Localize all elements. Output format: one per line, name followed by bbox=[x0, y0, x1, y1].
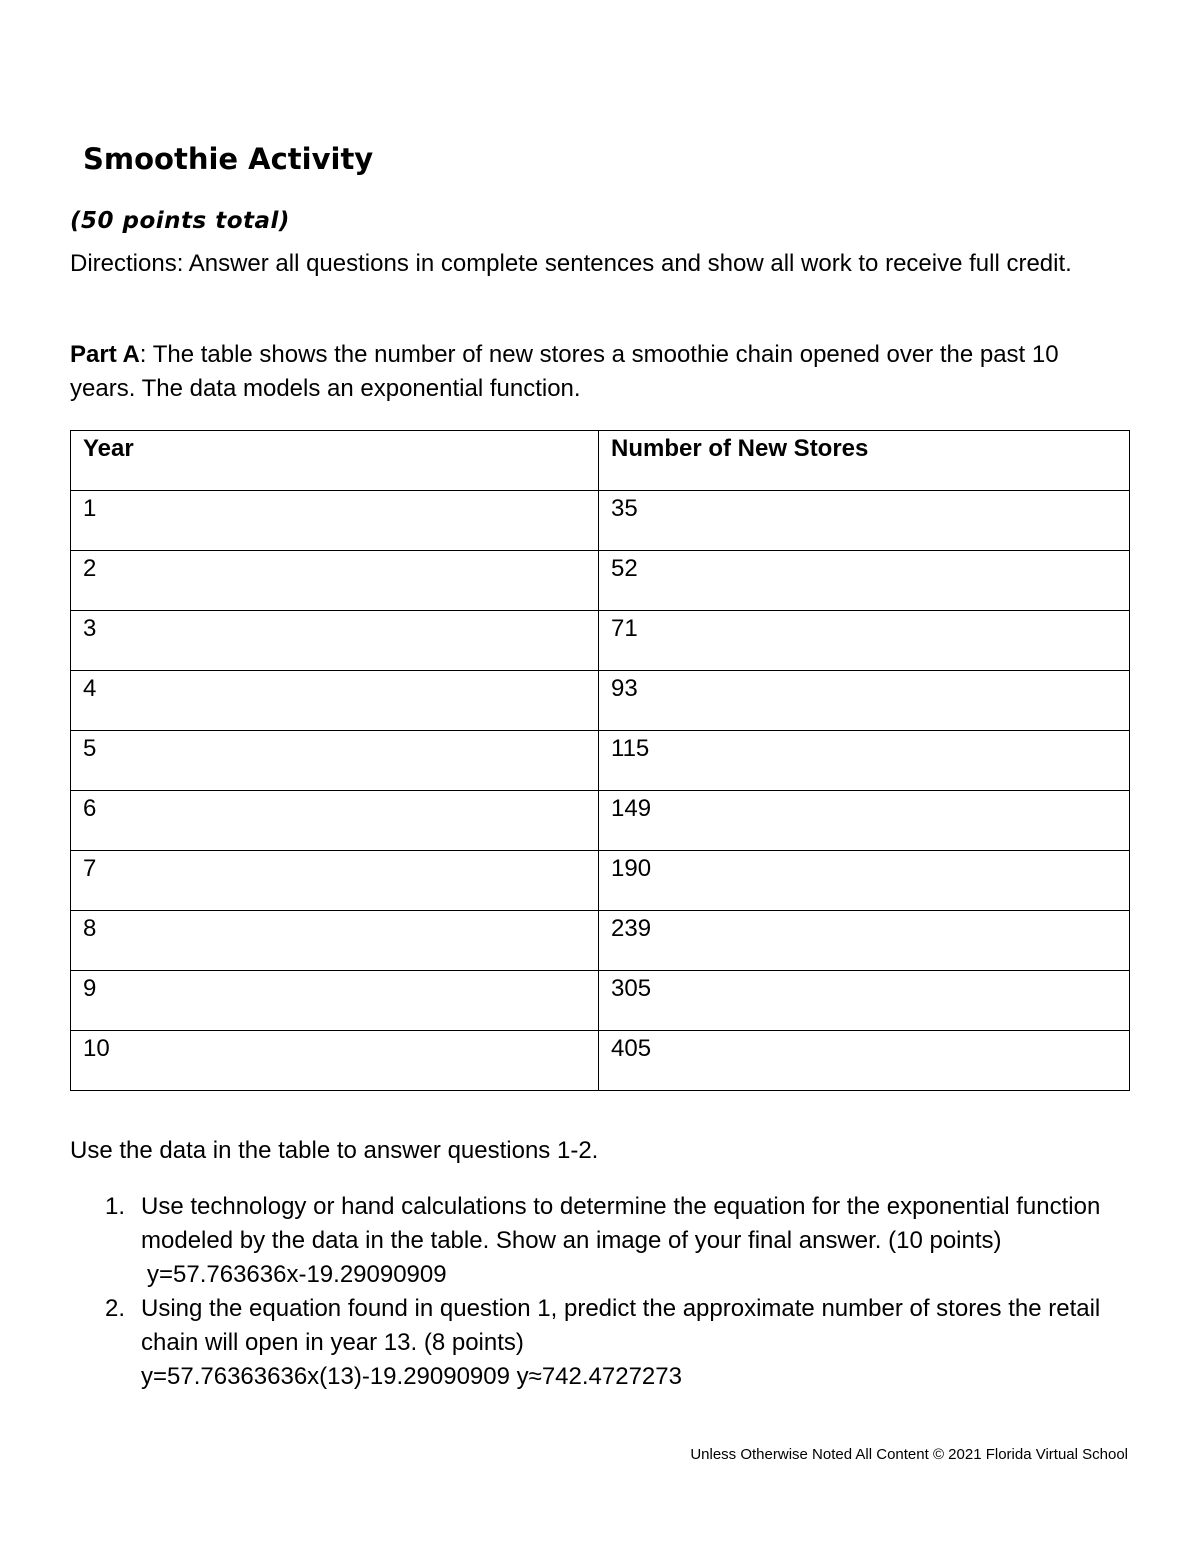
table-row bbox=[71, 851, 1130, 911]
answer-text: y=57.763636x-19.29090909 bbox=[147, 1261, 447, 1288]
year-cell: 5 bbox=[71, 731, 599, 791]
part-a-label: Part A bbox=[70, 341, 140, 368]
table-row bbox=[71, 731, 1130, 791]
question-item bbox=[70, 1190, 1150, 1292]
year-cell: 7 bbox=[71, 851, 599, 911]
table-header-row bbox=[71, 431, 1130, 491]
stores-cell: 190 bbox=[599, 851, 1130, 911]
table-row bbox=[71, 551, 1130, 611]
stores-cell: 239 bbox=[599, 911, 1130, 971]
stores-cell: 149 bbox=[599, 791, 1130, 851]
year-cell: 10 bbox=[71, 1031, 599, 1091]
year-cell: 1 bbox=[71, 491, 599, 551]
question-text: Use technology or hand calculations to determine the equation for the exponential function modeled by the data in the table. Show an image of your final answer. (10 points) bbox=[141, 1193, 1101, 1254]
question-number: 1. bbox=[105, 1193, 126, 1220]
stores-cell: 305 bbox=[599, 971, 1130, 1031]
year-cell: 8 bbox=[71, 911, 599, 971]
table-row bbox=[71, 1031, 1130, 1091]
directions-text: Directions: Answer all questions in complete sentences and show all work to receive full credit. bbox=[70, 250, 1072, 277]
stores-cell: 93 bbox=[599, 671, 1130, 731]
year-cell: 2 bbox=[71, 551, 599, 611]
points-total: (50 points total) bbox=[70, 208, 290, 234]
question-item bbox=[70, 1292, 1150, 1394]
table-row bbox=[71, 491, 1130, 551]
use-data-instruction: Use the data in the table to answer questions 1-2. bbox=[70, 1137, 599, 1164]
stores-cell: 115 bbox=[599, 731, 1130, 791]
answer-text: y=57.76363636x(13)-19.29090909 y≈742.4727273 bbox=[141, 1363, 682, 1390]
stores-cell: 52 bbox=[599, 551, 1130, 611]
stores-table bbox=[70, 430, 1130, 1091]
page-title: Smoothie Activity bbox=[83, 142, 374, 176]
question-number: 2. bbox=[105, 1295, 126, 1322]
table-row bbox=[71, 971, 1130, 1031]
table-row bbox=[71, 671, 1130, 731]
year-cell: 9 bbox=[71, 971, 599, 1031]
footer-copyright: Unless Otherwise Noted All Content © 2021 Florida Virtual School bbox=[690, 1446, 1128, 1463]
header-year: Year bbox=[71, 431, 599, 491]
year-cell: 4 bbox=[71, 671, 599, 731]
stores-cell: 405 bbox=[599, 1031, 1130, 1091]
part-a-text: : The table shows the number of new stores a smoothie chain opened over the past 10 years. The data models an exponential function. bbox=[70, 341, 1059, 402]
question-text: Using the equation found in question 1, predict the approximate number of stores the retail chain will open in year 13. (8 points) bbox=[141, 1295, 1101, 1356]
stores-cell: 35 bbox=[599, 491, 1130, 551]
part-a-paragraph bbox=[70, 338, 1130, 406]
question-list bbox=[70, 1190, 1150, 1394]
year-cell: 3 bbox=[71, 611, 599, 671]
header-new-stores: Number of New Stores bbox=[599, 431, 1130, 491]
table-row bbox=[71, 911, 1130, 971]
table-row bbox=[71, 611, 1130, 671]
table-row bbox=[71, 791, 1130, 851]
year-cell: 6 bbox=[71, 791, 599, 851]
stores-cell: 71 bbox=[599, 611, 1130, 671]
